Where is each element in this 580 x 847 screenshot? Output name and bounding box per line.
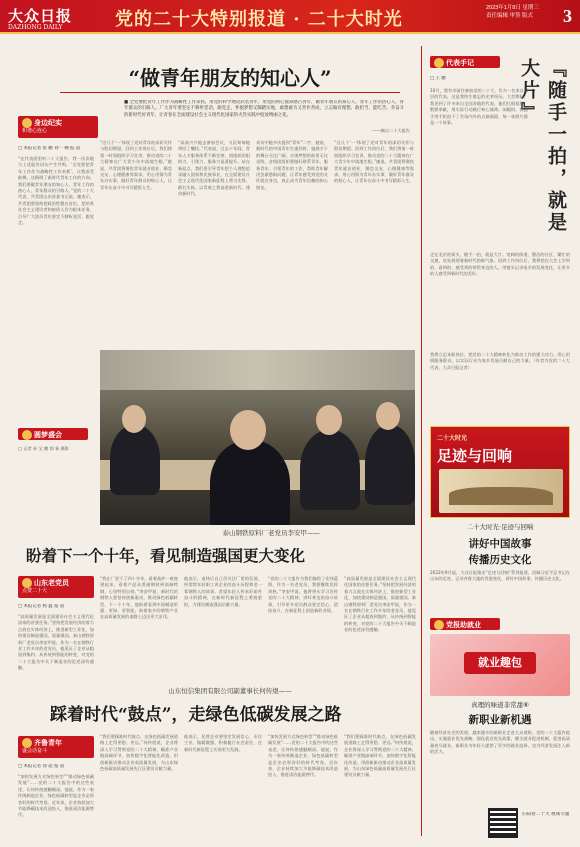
article1-column-5: “这几个‘一’体现了党对青年的深切关怀与殷切期望。回到工作岗位后，我们将第一时间组织学习宣讲，推动党的二十大精神在广大青少年中落地生根。”她说，共青团将聚焦青年就业创业、婚恋交友、心理健康等需求，用心用情为青年办实事，做好青年群众的贴心人，让青年在奋斗中书写精彩人生。 xyxy=(334,140,414,184)
pen-icon xyxy=(434,58,444,68)
promo2-title: 就业趣包 xyxy=(464,652,536,674)
article2-column-3: 他表示，退休后自己仍关注厂里的发展，经常给年轻职工讲企业的奋斗历程和老一辈钢铁人的故事，希望年轻人传承好艰苦奋斗的精神，在新时代新征程上勇挑重担，为建设制造强国贡献力量。 xyxy=(184,576,262,607)
speaker-head xyxy=(230,410,266,450)
report-quote: ■ 全党要把青年工作作为战略性工作来抓，用党的科学理论武装青年，用党的初心使命感召青年，做青年朋友的知心人、青年工作的热心人、青年群众的引路人。广大青年要坚定不移听党话、跟党走，怀抱梦想又脚踏实地，敢想敢为又善作善成，立志做有理想、敢担当、能吃苦、肯奋斗的新时代好青年，让青春在全面建设社会主义现代化国家的火热实践中绽放绚丽之花。 xyxy=(124,100,404,118)
promo2-caption-1: 真理的味道非常甜⑥ xyxy=(471,701,529,709)
sidebar-vertical-title: 『随手一拍，就是大片』 xyxy=(518,58,567,234)
section-banner-title: 党的二十大特别报道 · 二十大时光 xyxy=(115,9,403,30)
promo-sub2: 讲好中国故事 xyxy=(468,538,532,550)
conference-photo[interactable] xyxy=(100,350,415,525)
article3-column-5: “我们要踩准时代鼓点，在绿色低碳发展道路上走得更稳、更远。”何传煜说，企业将深入学习贯彻党的二十大精神，瞄准产业链高端环节，加快数字化智能化改造，用创新驱动推动企业高质量发展，为山东绿色低碳高质量发展先行区建设贡献力量。 xyxy=(344,734,416,778)
person-center-right-head xyxy=(316,405,342,435)
sidebar-body-1: 10月，我有幸前往参加党的二十大，作为一名来自基层的代表，这是我终生难忘的光荣经历。大会期间，我见到了许多来自全国各地的代表，他们扎根基层、默默奉献，用实际行动践行初心使命。闲暇时，我随手用手机拍下了会场内外的点滴画面，每一张照片都是一个故事。 xyxy=(430,88,528,126)
article3-column-2: “我们要踩准时代鼓点，在绿色低碳发展道路上走得更稳、更远。”何传煜说，企业将深入学习贯彻党的二十大精神，瞄准产业链高端环节，加快数字化智能化改造，用创新驱动推动企业高质量发展，为山东绿色低碳高质量发展先行区建设贡献力量。 xyxy=(100,734,178,772)
article2-byline: □ 本报记者 杨 鑫 报 道 xyxy=(18,604,65,609)
photo-backdrop xyxy=(100,350,415,390)
article1-title: “做青年朋友的知心人” xyxy=(128,66,332,90)
article3-column-4: “加快发展方式绿色转型”“推动绿色低碳发展”……党的二十大报告中的这些表述，让何传煜感触颇深。他说，作为一家传统制造企业，绿色低碳转型是企业必须答好的时代考卷。近年来，企业持续加大节能降碳技术改造投入，推进清洁能源替代。 xyxy=(268,734,338,778)
person-right-head xyxy=(376,402,400,430)
article1-column-3: “高高兴兴地去参加会议，又沉甸甸地带回了嘱托。”代表说，过去十年间，青年人才服务体系不断完善，团组织的组织力、引领力、服务力显著提升。站在新起点，我们要引导青年把个人理想追求融入国家和民族事业，在全面建设社会主义现代化国家新征程上勇当先锋、敢打头阵，以青春之我奋进新时代、建功新时代。 xyxy=(178,140,250,197)
person-left xyxy=(110,425,160,495)
article3-byline: □ 本报记者 徐 超 报 道 xyxy=(18,764,65,769)
quote-source: ——摘自二十大报告 xyxy=(372,128,410,133)
divider xyxy=(60,92,400,93)
qr-label: 扫码看二十大 视频专题 xyxy=(522,812,570,817)
promo-image xyxy=(439,469,563,513)
person-right xyxy=(365,425,415,505)
article3-column-3: 他表示，民营企业要坚定发展信心，专注主业、做精做强，积极履行社会责任，在新时代新征程上实现更大发展。 xyxy=(184,734,262,752)
briefcase-icon xyxy=(434,620,444,630)
promo-banner[interactable] xyxy=(430,426,570,518)
byline: □ 本报记者 张 鹏 刘一 娴 报 道 xyxy=(18,146,81,151)
article1-column-2: “这几个‘一’体现了党对青年的深切关怀与殷切期望。回到工作岗位后，我们将第一时间组织学习宣讲，推动党的二十大精神在广大青少年中落地生根。”她说，共青团将聚焦青年就业创业、婚恋交友、心理健康等需求，用心用情为青年办实事，做好青年群众的贴心人，让青年在奋斗中书写精彩人生。 xyxy=(100,140,172,190)
article1-column-4: 采访中她多次提到“青年”二字。她说，新时代的中国青年生逢其时，施展才干的舞台无比广阔，实现梦想的前景无比光明。各级团组织要做好联系青年、服务青年、引领青年的工作，帮助青年解决急难愁盼问题，让青年感受到党的关怀就在身边，真正成为青年信赖的知心朋友。 xyxy=(256,140,328,190)
promo-title: 足迹与回响 xyxy=(437,447,513,465)
sidebar-tag: 代表手记 xyxy=(430,56,500,68)
medal-icon xyxy=(22,578,32,588)
article3-title: 踩着时代“鼓点”，走绿色低碳发展之路 xyxy=(50,705,342,725)
issue-meta: 2023年1月8日 星期三 责任编辑 审签 版式 xyxy=(486,5,539,19)
promo-sub1: 二十大时光·足迹与回响 xyxy=(466,523,534,531)
person-center-right xyxy=(300,430,360,510)
article1-column-1: “在代表团里听二十大报告，我一次次地与上述报告词句产生共鸣。‘全党要把青年工作作为战略性工作来抓’，让我深受鼓舞，这指明了新时代青年工作的方向。我们要做青年朋友的知心人、青年工作的热心人、青年群众的引路人。”党的二十大代表、共青团山东省委书记说。她表示，共青团要坚持把政治性摆在首位，把培养社会主义建设者和接班人作为根本任务，引导广大团员青年坚定不移听党话、跟党走。 xyxy=(18,156,94,226)
sidebar-tag-2: 党报助就业 xyxy=(430,618,500,630)
article3-column-1: “加快发展方式绿色转型”“推动绿色低碳发展”……党的二十大报告中的这些表述，让何传煜感触颇深。他说，作为一家传统制造企业，绿色低碳转型是企业必须答好的时代考卷。近年来，企业持续加大节能降碳技术改造投入，推进清洁能源替代。 xyxy=(18,774,94,818)
section-tag-4: 齐鲁青年 盛会话奋斗 xyxy=(18,736,94,758)
article2-column-2: “我在厂里干了四十多年，看着高炉一座座建起来，看着产品从普通钢材到高端特钢，心里特别自豪。”李安甲说，新时代的钢铁人要坚持创新驱动，推动绿色低碳转型，下一个十年，他盼着看到中国制造更强、更绿、更智能，盼着家乡的钢铁产业在高质量发展的道路上迈出更大步伐。 xyxy=(100,576,178,620)
page-number: 3 xyxy=(563,6,572,26)
sidebar-byline: □ 王 鹏 xyxy=(430,76,446,81)
photo-caption: 泰山钢铁原料厂老党员李安甲—— xyxy=(222,529,320,537)
person-left-head xyxy=(122,405,146,433)
qr-code-icon[interactable] xyxy=(488,808,518,838)
employment-promo[interactable] xyxy=(430,634,570,696)
article3-deck: 山东恒信集团有限公司副董事长何传煜—— xyxy=(168,687,292,695)
promo2-caption-2: 新职业新机遇 xyxy=(468,714,532,726)
section-tag: 身边纪实 和谐心连心 xyxy=(18,116,98,138)
section-tag-2: 圆梦盛会 xyxy=(18,428,88,440)
column-divider xyxy=(421,46,422,836)
sidebar-body-2: 走在北京的街头，随手一拍，就是大片。宽阔的街道、整洁的社区、繁忙的交通，处处展现着新时代的新气象。回到工作岗位后，我将把在大会上学到的、看到的、感受到的带给身边的人，用镜头记录家乡的发展变化，让更多的人感受到新时代的美好。 xyxy=(430,252,570,277)
promo2-body: 随着经济社会的发展，越来越多的新职业走进大众视野。党的二十大报告提出，实施就业优先战略，强化就业优先政策，健全就业促进机制，促进高质量充分就业。新职业为年轻人提供了更多的就业选择，也为经济发展注入新的活力。 xyxy=(430,730,570,755)
article2-column-1: “高质量发展是全面建设社会主义现代化国家的首要任务。”坚持把发展经济的着力点放在实体经济上，推进新型工业化，加快建设制造强国、质量强国。泰山钢铁原料厂老党员李安甲说，作为一名在钢铁行业工作多年的老党员，他见证了企业从粗放到集约、从传统到智能的转变，对党的二十大报告中关于制造业的论述深有感触。 xyxy=(18,614,94,671)
article2-column-4: “党的二十大报告为我们描绘了宏伟蓝图，作为一名老党员，我要继续发挥余热。”李安甲说，他将带头学习宣传党的二十大精神，讲好身边的奋斗故事，引导更多党员群众坚定信心、团结奋斗，在新征程上创造新的业绩。 xyxy=(268,576,338,614)
flag-icon xyxy=(22,430,32,440)
star-icon xyxy=(22,118,32,128)
article2-column-5: “高质量发展是全面建设社会主义现代化国家的首要任务。”坚持把发展经济的着力点放在实体经济上，推进新型工业化，加快建设制造强国、质量强国。泰山钢铁原料厂老党员李安甲说，作为一名在钢铁行业工作多年的老党员，他见证了企业从粗放到集约、从传统到智能的转变，对党的二十大报告中关于制造业的论述深有感触。 xyxy=(344,576,416,633)
promo-body: 2022年9月起，大众日报推出“足迹与回响”系列报道，回顾习近平总书记在山东的足迹，记录齐鲁大地的发展变化，讲好中国故事，传播历史文化。 xyxy=(430,570,570,582)
section-tag-3: 山东老党员 点赞二十大 xyxy=(18,576,94,598)
promo-sub3: 传播历史文化 xyxy=(468,554,532,566)
article2-title: 盼着下一个十年，看见制造强国更大变化 xyxy=(26,546,306,565)
promo-label: 二十大时光 xyxy=(437,435,468,442)
newspaper-logo[interactable]: 大众日报 DAZHONG DAILY xyxy=(8,7,73,31)
sidebar-body-3: 我将立足本职岗位，把党的二十大精神转化为推动工作的强大动力，用心用情服务群众，以实际行动为家乡发展贡献自己的力量。（作者为党的二十大代表，大众日报记者） xyxy=(430,352,570,370)
landscape-shape xyxy=(449,487,553,505)
sun-icon xyxy=(22,738,32,748)
person-speaker xyxy=(210,440,290,525)
photo-credit: □ 记者 孙 宝 鹏 郭 新 摄影 xyxy=(18,446,69,451)
